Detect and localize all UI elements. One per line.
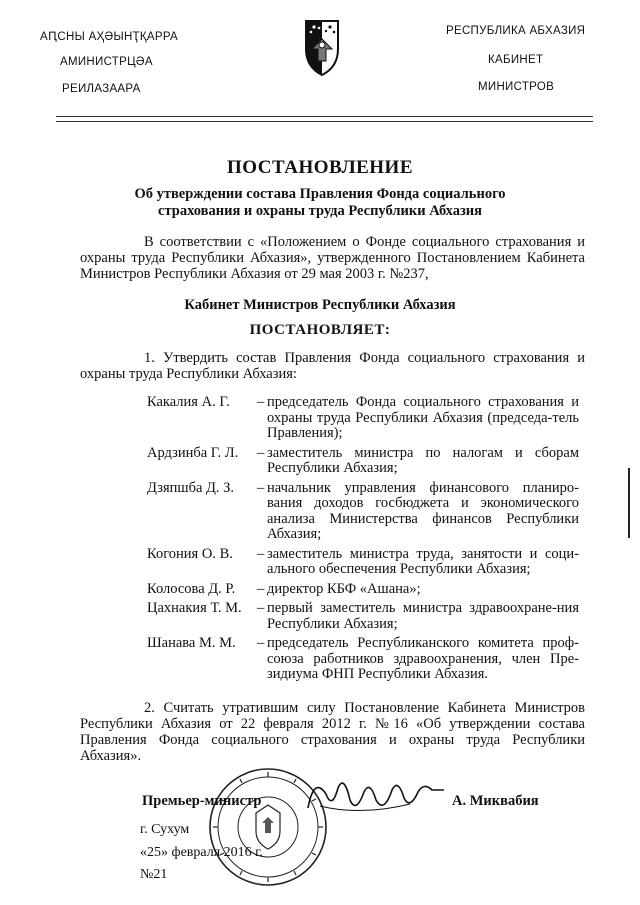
handwritten-signature [300, 770, 450, 830]
decrees-heading: ПОСТАНОВЛЯЕТ: [249, 322, 391, 338]
member-name: Шанава М. М. [147, 635, 236, 651]
member-dash: – [257, 600, 265, 616]
cabinet-heading: Кабинет Министров Республики Абхазия [184, 297, 456, 313]
document-number: №21 [140, 867, 168, 882]
member-role: заместитель министра труда, занятости и соци-ального обеспечения Республики Абхазия; [267, 545, 579, 577]
member-name: Когония О. В. [147, 545, 233, 562]
member-role: начальник управления финансового планиро-вания доходов госбюджета и экономического анализа Министерства финансов Республики Абхазия; [267, 479, 579, 542]
member-dash: – [257, 479, 265, 496]
member-dash: – [257, 580, 265, 597]
member-dash: – [257, 635, 265, 651]
preamble-paragraph: В соответствии с «Положением о Фонде социального страхования и охраны труда Республики Абхазия», утвержденного Постановлением Кабинета Министров Республики Абхазия от 29 мая 2003 г. №237, [80, 234, 585, 282]
member-dash: – [257, 444, 265, 461]
header-left-line-3: РЕИЛАЗААРА [62, 83, 141, 95]
member-dash: – [257, 545, 265, 562]
item-2-paragraph: 2. Считать утратившим силу Постановление Кабинета Министров Республики Абхазия от 22 февраля 2012 г. №16 «Об утверждении состава Правления Фонда социального страхования и охраны труда Республики Абхазия». [80, 700, 585, 764]
header-left-line-1: АԤСНЫ АҲӘЫНҬҚАРРА [40, 31, 178, 43]
member-role: председатель Республиканского комитета проф-союза работников здравоохранения, член Пре-зидиума ФНП Республики Абхазия. [267, 635, 579, 682]
member-name: Ардзинба Г. Л. [147, 444, 239, 461]
member-name: Колосова Д. Р. [147, 580, 236, 597]
member-entry [147, 601, 579, 632]
signatory-title: Премьер-министр [142, 793, 262, 809]
place-of-issue: г. Сухум [140, 822, 190, 837]
member-entry [147, 547, 579, 578]
header-left-line-2: АМИНИСТРЦӘА [60, 56, 153, 68]
member-name: Дзяпшба Д. З. [147, 479, 235, 496]
member-name: Какалия А. Г. [147, 394, 230, 410]
header-right-line-1: РЕСПУБЛИКА АБХАЗИЯ [446, 25, 586, 37]
member-entry [147, 446, 579, 477]
item-1-paragraph: 1. Утвердить состав Правления Фонда социального страхования и охраны труда Республики Абхазия: [80, 350, 585, 382]
member-name: Цахнакия Т. М. [147, 600, 242, 616]
member-dash: – [257, 394, 265, 410]
scan-edge-mark [628, 468, 630, 538]
header-right-line-3: МИНИСТРОВ [478, 81, 555, 93]
document-title: ПОСТАНОВЛЕНИЕ [226, 157, 414, 178]
issue-date: «25» февраля 2016 г. [140, 845, 263, 860]
member-role: председатель Фонда социального страхования и охраны труда Республики Абхазия (председа-тель Правления); [267, 394, 579, 441]
member-role: первый заместитель министра здравоохране-ния Республики Абхазия; [267, 600, 579, 632]
header-divider-bottom [56, 121, 593, 122]
member-entry [147, 481, 579, 543]
subject-line-1: Об утверждении состава Правления Фонда социального [134, 186, 506, 202]
member-role: заместитель министра по налогам и сборам Республики Абхазия; [267, 444, 579, 476]
member-entry [147, 395, 579, 442]
subject-line-2: страхования и охраны труда Республики Абхазия [158, 203, 482, 219]
header-divider-top [56, 116, 593, 117]
members-list [147, 395, 579, 687]
signatory-name: А. Миквабия [452, 793, 539, 809]
member-entry [147, 582, 579, 598]
member-entry [147, 636, 579, 683]
state-emblem-icon [304, 19, 340, 77]
member-role: директор КБФ «Ашана»; [267, 580, 421, 597]
header-right-line-2: КАБИНЕТ [488, 54, 544, 66]
